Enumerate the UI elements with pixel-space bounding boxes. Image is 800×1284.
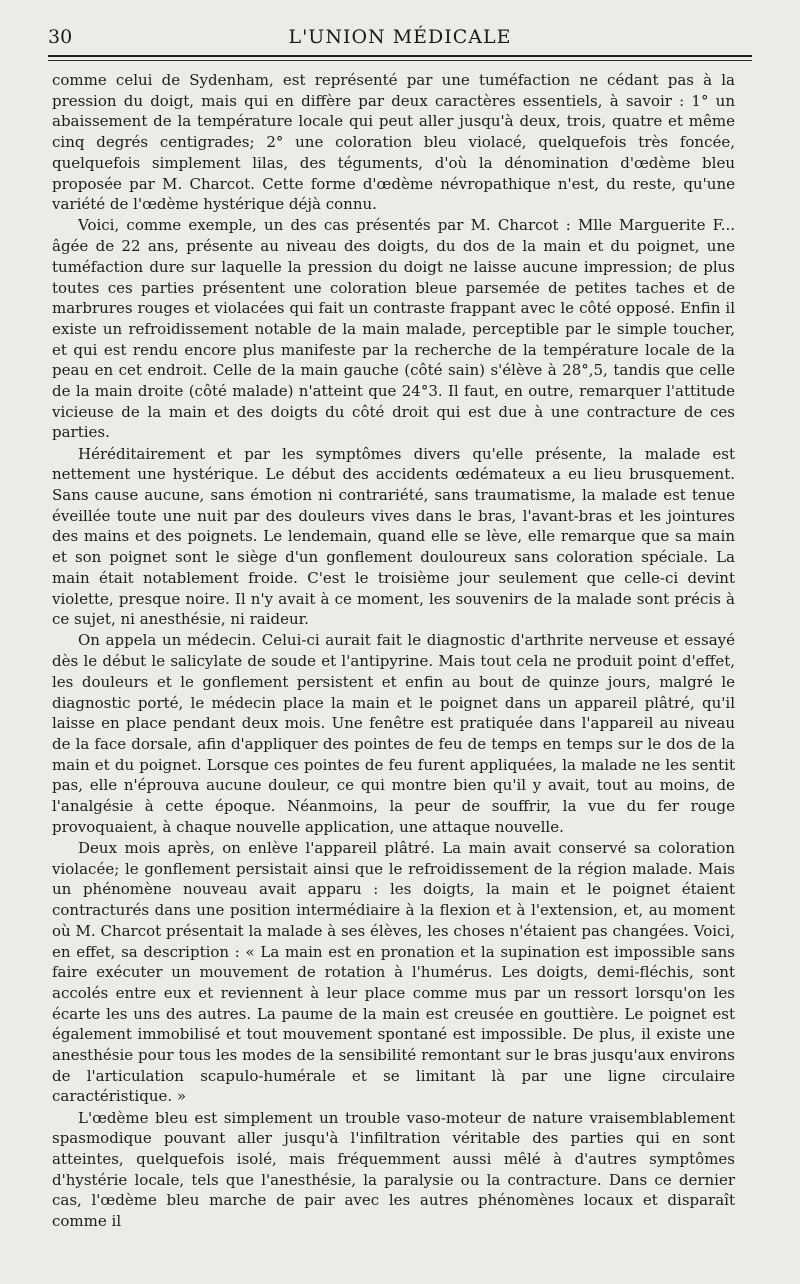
page-number: 30 <box>48 26 73 48</box>
paragraph-1: comme celui de Sydenham, est représenté par une tuméfaction ne cédant pas à la pression du doigt, mais qui en diffère par deux caractères essentiels, à savoir : 1° un abaissement de la température locale qui peut aller jusqu'à deux, trois, quatre et même cinq degrés centigrades; 2° une coloration bleu violacé, quelquefois très foncée, quelquefois simplement lilas, des téguments, d'où la dénomination d'œdème bleu proposée par M. Charcot. Cette forme d'œdème névropathique n'est, du reste, qu'une variété de l'œdème hystérique déjà connu. <box>52 71 735 214</box>
paragraph-5: Deux mois après, on enlève l'appareil plâtré. La main avait conservé sa coloration violacée; le gonflement persistait ainsi que le refroidissement de la région malade. Mais un phénomène nouveau avait apparu : les doigts, la main et le poignet étaient contracturés dans une position intermédiaire à la flexion et à l'extension, et, au moment où M. Charcot présentait la malade à ses élèves, les choses n'étaient pas changées. Voici, en effet, sa description : « La main est en pronation et la supination est impossible sans faire exécuter un mouvement de rotation à l'humérus. Les doigts, demi-fléchis, sont accolés entre eux et reviennent à leur place comme mus par un ressort lorsqu'on les écarte les uns des autres. La paume de la main est creusée en gouttière. Le poignet est également immobilisé et tout mouvement spontané est impossible. De plus, il existe une anesthésie pour tous les modes de la sensibilité remontant sur le bras jusqu'aux environs de l'articulation scapulo-humérale et se limitant là par une ligne circulaire caractéristique. » <box>52 839 735 1106</box>
header-rule <box>48 55 752 57</box>
paragraph-2: Voici, comme exemple, un des cas présentés par M. Charcot : Mlle Marguerite F... âgée de 22 ans, présente au niveau des doigts, du dos de la main et du poignet, une tuméfaction dure sur laquelle la pression du doigt ne laisse aucune impression; de plus toutes ces parties présentent une coloration bleue parsemée de petites taches et de marbrures rouges et violacées qui fait un contraste frappant avec le côté opposé. Enfin il existe un refroidissement notable de la main malade, perceptible par le simple toucher, et qui est rendu encore plus manifeste par la recherche de la température locale de la peau en cet endroit. Celle de la main gauche (côté sain) s'élève à 28°,5, tandis que celle de la main droite (côté malade) n'atteint que 24°3. Il faut, en outre, remarquer l'attitude vicieuse de la main et des doigts du côté droit qui est due à une contracture de ces parties. <box>52 216 735 442</box>
page-header <box>48 22 752 54</box>
paragraph-3: Héréditairement et par les symptômes divers qu'elle présente, la malade est nettement une hystérique. Le début des accidents œdémateux a eu lieu brusquement. Sans cause aucune, sans émotion ni contrariété, sans traumatisme, la malade est tenue éveillée toute une nuit par des douleurs vives dans le bras, l'avant-bras et les jointures des mains et des poignets. Le lendemain, quand elle se lève, elle remarque que sa main et son poignet sont le siège d'un gonflement douloureux sans coloration spéciale. La main était notablement froide. C'est le troisième jour seulement que celle-ci devint violette, presque noire. Il n'y avait à ce moment, les souvenirs de la malade sont précis à ce sujet, ni anesthésie, ni raideur. <box>52 444 735 629</box>
running-head: L'UNION MÉDICALE <box>288 26 512 48</box>
body-text <box>52 70 735 1232</box>
paragraph-4: On appela un médecin. Celui-ci aurait fait le diagnostic d'arthrite nerveuse et essayé dès le début le salicylate de soude et l'antipyrine. Mais tout cela ne produit point d'effet, les douleurs et le gonflement persistent et enfin au bout de quinze jours, malgré le diagnostic porté, le médecin place la main et le poignet dans un appareil plâtré, qu'il laisse en place pendant deux mois. Une fenêtre est pratiquée dans l'appareil au niveau de la face dorsale, afin d'appliquer des pointes de feu de temps en temps sur le dos de la main et du poignet. Lorsque ces pointes de feu furent appliquées, la malade ne les sentit pas, elle n'éprouva aucune douleur, ce qui montre bien qu'il y avait, tout au moins, de l'analgésie à cette époque. Néanmoins, la peur de souffrir, la vue du fer rouge provoquaient, à chaque nouvelle application, une attaque nouvelle. <box>52 631 735 836</box>
paragraph-6: L'œdème bleu est simplement un trouble vaso-moteur de nature vraisemblablement spasmodique pouvant aller jusqu'à l'infiltration véritable des parties qui en sont atteintes, quelquefois isolé, mais fréquemment aussi mêlé à d'autres symptômes d'hystérie locale, tels que l'anesthésie, la paralysie ou la contracture. Dans ce dernier cas, l'œdème bleu marche de pair avec les autres phénomènes locaux et disparaît comme il <box>52 1108 735 1231</box>
header-rule-thin <box>48 60 752 61</box>
